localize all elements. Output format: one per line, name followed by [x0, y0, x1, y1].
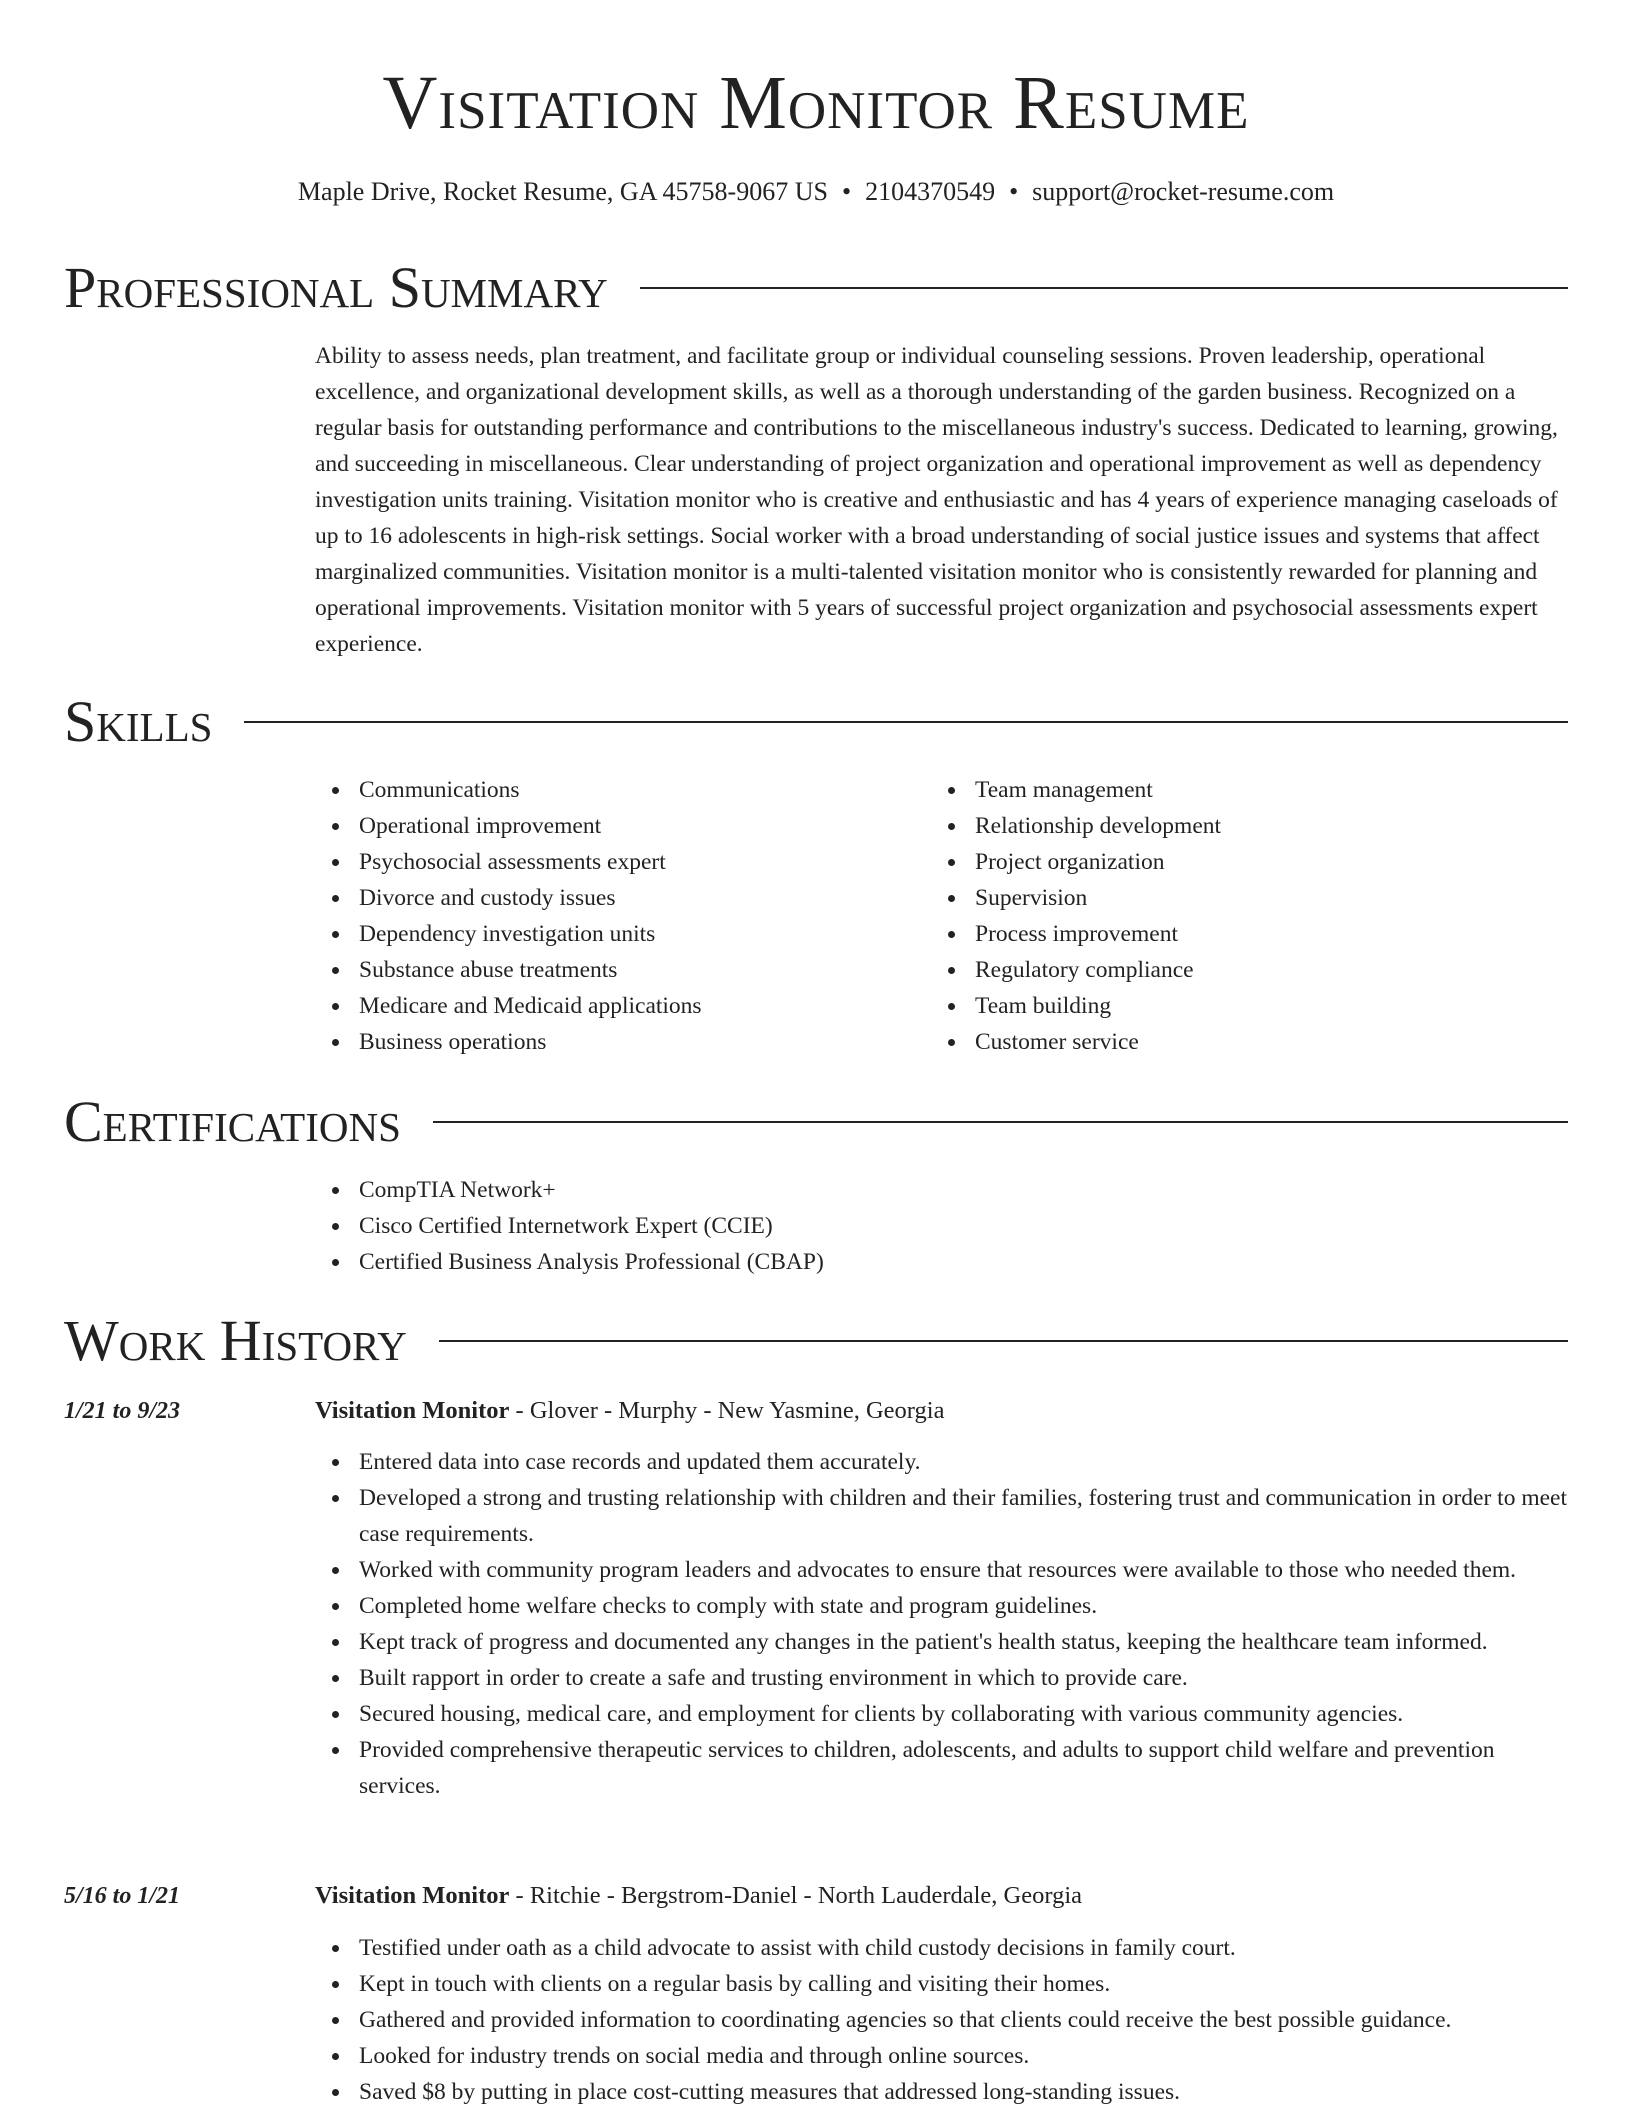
job-details: - Glover - Murphy - New Yasmine, Georgia [509, 1397, 945, 1424]
section-divider [244, 721, 1568, 723]
job-bullet: Saved $8 by putting in place cost-cutting measures that addressed long-standing issues. [315, 2074, 1575, 2110]
skill-item: Substance abuse treatments [315, 952, 702, 988]
certification-item: CompTIA Network+ [315, 1172, 824, 1208]
contact-separator: • [841, 177, 852, 206]
job-bullets [315, 1930, 1575, 2110]
job-bullet: Built rapport in order to create a safe and trusting environment in which to provide care. [315, 1660, 1575, 1696]
skill-item: Business operations [315, 1024, 702, 1060]
job-bullet: Gathered and provided information to coordinating agencies so that clients could receive the best possible guidance. [315, 2002, 1575, 2038]
job-details: - Ritchie - Bergstrom-Daniel - North Lauderdale, Georgia [509, 1882, 1083, 1909]
skill-item: Regulatory compliance [931, 952, 1221, 988]
skills-list-left [315, 772, 702, 1060]
work-history-heading: Work History [64, 1308, 407, 1373]
job-title-line [315, 1393, 944, 1429]
job-bullet: Developed a strong and trusting relationship with children and their families, fostering trust and communication in order to meet case requirements. [315, 1480, 1575, 1552]
summary-text: Ability to assess needs, plan treatment, and facilitate group or individual counseling sessions. Proven leadership, operational excellence, and organizational development skills, as well as a thorough understanding of the garden business. Recognized on a regular basis for outstanding performance and contributions to the miscellaneous industry's success. Dedicated to learning, growing, and succeeding in miscellaneous. Clear understanding of project organization and operational improvement as well as dependency investigation units training. Visitation monitor who is creative and enthusiastic and has 4 years of experience managing caseloads of up to 16 adolescents in high-risk settings. Social worker with a broad understanding of social justice issues and systems that affect marginalized communities. Visitation monitor is a multi-talented visitation monitor who is consistently rewarded for planning and operational improvements. Visitation monitor with 5 years of successful project organization and psychosocial assessments expert experience. [315, 343, 1558, 657]
job-bullet: Secured housing, medical care, and employment for clients by collaborating with various community agencies. [315, 1696, 1575, 1732]
job-dates: 5/16 to 1/21 [64, 1883, 181, 1909]
job-title-line [315, 1878, 1082, 1914]
skill-item: Dependency investigation units [315, 916, 702, 952]
skill-item: Supervision [931, 880, 1221, 916]
section-divider [439, 1340, 1568, 1342]
section-divider [640, 287, 1568, 289]
resume-title: Visitation Monitor Resume [382, 61, 1250, 145]
job-role: Visitation Monitor [315, 1397, 510, 1424]
job-bullet: Testified under oath as a child advocate to assist with child custody decisions in family court. [315, 1930, 1575, 1966]
job-bullet: Completed home welfare checks to comply with state and program guidelines. [315, 1588, 1575, 1624]
work-history-section-header [64, 1309, 1568, 1373]
certification-item: Certified Business Analysis Professional (CBAP) [315, 1244, 824, 1280]
summary-section-header [64, 256, 1568, 320]
skill-item: Medicare and Medicaid applications [315, 988, 702, 1024]
contact-line [0, 174, 1632, 210]
contact-separator: • [1009, 177, 1019, 206]
skills-list-right [931, 772, 1221, 1060]
contact-email: support@rocket-resume.com [1032, 177, 1335, 206]
skill-item: Team management [931, 772, 1221, 808]
job-bullet: Kept in touch with clients on a regular basis by calling and visiting their homes. [315, 1966, 1575, 2002]
job-dates: 1/21 to 9/23 [64, 1398, 181, 1424]
skill-item: Operational improvement [315, 808, 702, 844]
section-divider [433, 1121, 1568, 1123]
job-bullet: Worked with community program leaders and advocates to ensure that resources were available to those who needed them. [315, 1552, 1575, 1588]
certifications-heading: Certifications [64, 1089, 401, 1154]
certifications-section-header [64, 1090, 1568, 1154]
contact-address: Maple Drive, Rocket Resume, GA 45758-9067 US [297, 177, 828, 206]
skill-item: Project organization [931, 844, 1221, 880]
skill-item: Relationship development [931, 808, 1221, 844]
job-bullet: Entered data into case records and updated them accurately. [315, 1444, 1575, 1480]
job-bullet: Looked for industry trends on social media and through online sources. [315, 2038, 1575, 2074]
skill-item: Team building [931, 988, 1221, 1024]
skills-section-header [64, 690, 1568, 754]
skill-item: Customer service [931, 1024, 1221, 1060]
certification-item: Cisco Certified Internetwork Expert (CCIE) [315, 1208, 824, 1244]
skill-item: Divorce and custody issues [315, 880, 702, 916]
skills-heading: Skills [64, 689, 213, 754]
skill-item: Communications [315, 772, 702, 808]
job-bullet: Kept track of progress and documented any changes in the patient's health status, keeping the healthcare team informed. [315, 1624, 1575, 1660]
job-bullet: Provided comprehensive therapeutic services to children, adolescents, and adults to support child welfare and prevention services. [315, 1732, 1575, 1804]
skill-item: Process improvement [931, 916, 1221, 952]
certifications-list [315, 1172, 824, 1280]
contact-phone: 2104370549 [865, 177, 996, 206]
job-bullets [315, 1444, 1575, 1804]
job-role: Visitation Monitor [315, 1882, 510, 1909]
skill-item: Psychosocial assessments expert [315, 844, 702, 880]
summary-heading: Professional Summary [64, 255, 608, 320]
